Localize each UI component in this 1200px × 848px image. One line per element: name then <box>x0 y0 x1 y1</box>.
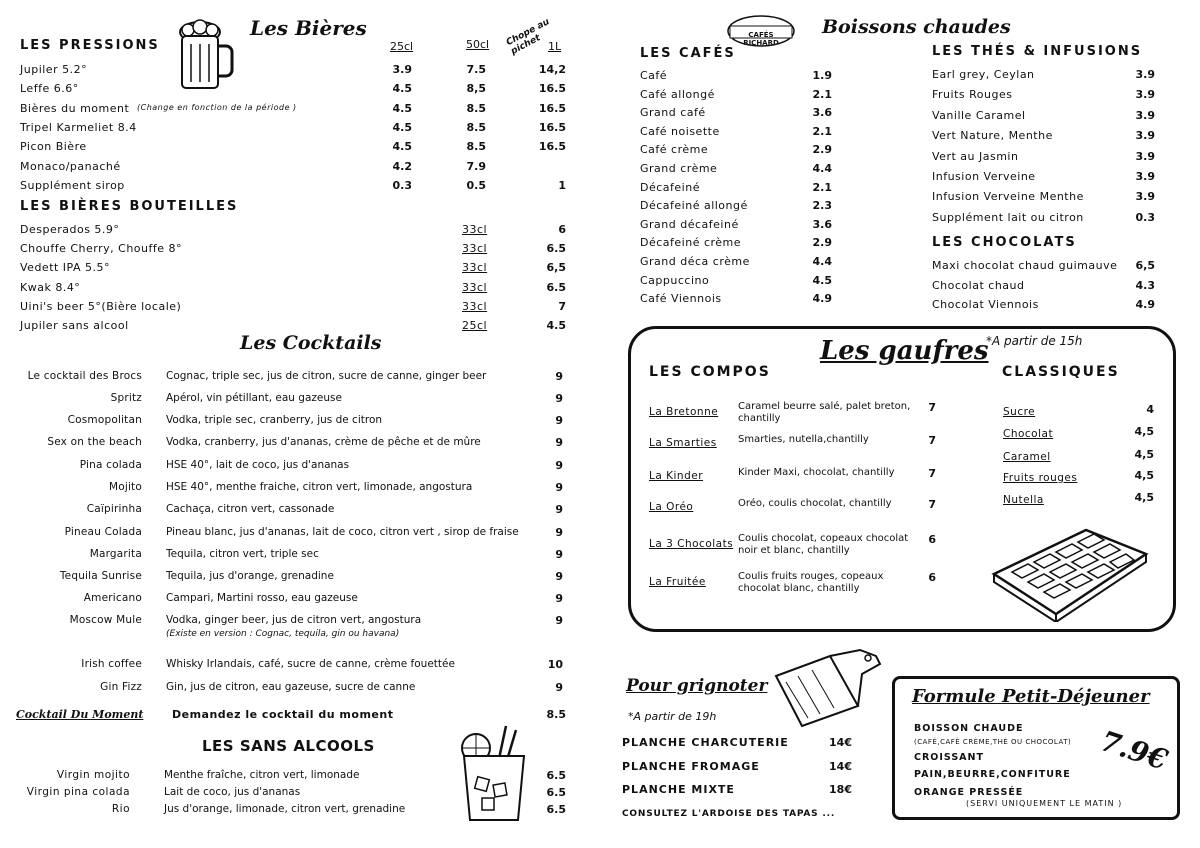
grignoter-title: Pour grignoter <box>626 676 768 696</box>
gaufres-note: *A partir de 15h <box>986 334 1083 348</box>
cocktail-price: 9 <box>555 681 563 694</box>
bouteille-price: 7 <box>558 299 566 313</box>
cafe-price: 3.6 <box>812 217 832 231</box>
pression-price-50cl: 0.5 <box>466 178 486 192</box>
pressions-title: LES PRESSIONS <box>20 38 160 53</box>
cafe-name: Grand crème <box>640 162 718 175</box>
cocktail-desc: Apérol, vin pétillant, eau gazeuse <box>166 392 342 404</box>
cocktail-desc: Tequila, citron vert, triple sec <box>166 548 319 560</box>
the-price: 3.9 <box>1135 129 1155 143</box>
cocktail-price: 9 <box>555 436 563 449</box>
pression-name: Tripel Karmeliet 8.4 <box>20 120 137 134</box>
cocktail-price: 9 <box>555 526 563 539</box>
the-price: 3.9 <box>1135 149 1155 163</box>
the-price: 3.9 <box>1135 170 1155 183</box>
pression-name: Monaco/panaché <box>20 159 121 173</box>
sans-alcools-title: LES SANS ALCOOLS <box>202 737 375 755</box>
cocktail-desc: Campari, Martini rosso, eau gazeuse <box>166 592 358 604</box>
pression-name: Leffe 6.6° <box>20 82 79 96</box>
pression-price-25cl: 0.3 <box>392 178 412 192</box>
grignoter-item-price: 14€ <box>829 759 852 773</box>
the-name: Vanille Caramel <box>932 108 1026 122</box>
compo-price: 7 <box>928 467 936 480</box>
classique-price: 4,5 <box>1134 448 1154 461</box>
pression-price-50cl: 7.9 <box>466 159 486 173</box>
cafe-price: 4.4 <box>812 162 832 175</box>
bouteille-price: 6 <box>558 223 566 236</box>
pression-price-1l: 1 <box>558 178 566 192</box>
cocktail-desc: Tequila, jus d'orange, grenadine <box>166 570 334 582</box>
cafe-price: 2.9 <box>812 236 832 250</box>
the-price: 3.9 <box>1135 190 1155 204</box>
the-price: 3.9 <box>1135 108 1155 122</box>
sans-alcool-name: Virgin pina colada <box>26 786 130 798</box>
compo-desc-line2: noir et blanc, chantilly <box>738 545 850 556</box>
cocktail-price: 9 <box>555 392 563 405</box>
cafe-name: Café crème <box>640 143 709 157</box>
cocktail-moment-desc: Demandez le cocktail du moment <box>172 708 394 721</box>
petit-dej-price: 7.9€ <box>1096 724 1172 777</box>
col-1l: 1L <box>548 40 562 53</box>
cocktail-desc: Vodka, cranberry, jus d'ananas, crème de pêche et de mûre <box>166 436 481 448</box>
the-name: Infusion Verveine Menthe <box>932 190 1084 204</box>
compo-desc-line2: chocolat blanc, chantilly <box>738 583 860 594</box>
sans-alcool-price: 6.5 <box>546 769 566 782</box>
pression-name: Picon Bière <box>20 140 87 154</box>
the-name: Fruits Rouges <box>932 88 1013 102</box>
classique-price: 4,5 <box>1134 425 1154 438</box>
cafe-price: 4.4 <box>812 255 832 268</box>
cocktail-price: 9 <box>555 414 563 427</box>
cocktail-desc: Gin, jus de citron, eau gazeuse, sucre de canne <box>166 681 416 693</box>
classique-name: Chocolat <box>1003 428 1054 440</box>
compo-price: 7 <box>928 434 936 447</box>
pression-price-50cl: 8,5 <box>466 82 486 96</box>
compo-desc: Kinder Maxi, chocolat, chantilly <box>738 467 895 478</box>
cocktail-price: 9 <box>555 481 563 494</box>
cafe-price: 2.9 <box>812 143 832 157</box>
cocktail-price: 9 <box>555 459 563 472</box>
cocktail-name: Cosmopolitan <box>67 414 142 426</box>
cocktail-price: 10 <box>547 658 563 671</box>
pression-price-25cl: 4.5 <box>392 82 412 96</box>
sans-alcool-desc: Jus d'orange, limonade, citron vert, grenadine <box>164 803 406 815</box>
compo-desc: Oréo, coulis chocolat, chantilly <box>738 498 892 509</box>
cafes-richard-logo-text: CAFÉS RICHARD <box>743 31 779 47</box>
grignoter-item-price: 18€ <box>829 783 852 796</box>
cafe-name: Grand café <box>640 106 706 120</box>
classique-price: 4,5 <box>1134 491 1154 504</box>
cafe-price: 2.1 <box>812 180 832 194</box>
chocolat-price: 4.9 <box>1135 298 1155 311</box>
petit-dej-line5: (SERVI UNIQUEMENT LE MATIN ) <box>966 799 1123 808</box>
bouteille-price: 6.5 <box>546 242 566 256</box>
cocktail-name: Americano <box>83 592 142 604</box>
classiques-title: CLASSIQUES <box>1002 364 1120 380</box>
the-price: 0.3 <box>1135 210 1155 224</box>
thes-title: LES THÉS & INFUSIONS <box>932 44 1143 59</box>
cocktail-name: Moscow Mule <box>69 614 142 626</box>
cocktail-name: Pina colada <box>79 459 142 471</box>
cocktail-moment-price: 8.5 <box>546 708 566 721</box>
sans-alcool-price: 6.5 <box>546 786 566 799</box>
pression-price-25cl: 4.5 <box>392 140 412 154</box>
the-name: Supplément lait ou citron <box>932 210 1084 224</box>
sans-alcool-price: 6.5 <box>546 803 566 816</box>
pression-price-25cl: 4.2 <box>392 159 412 173</box>
bouteille-price: 4.5 <box>546 319 566 332</box>
pression-price-25cl: 4.5 <box>392 120 412 134</box>
compo-price: 6 <box>928 571 936 584</box>
compo-desc: Smarties, nutella,chantilly <box>738 434 869 445</box>
cafe-name: Café <box>640 69 668 82</box>
petit-dej-line1-sub: (CAFÉ,CAFÉ CRÈME,THÉ OU CHOCOLAT) <box>914 738 1072 746</box>
bouteille-size: 33cl <box>462 261 488 275</box>
bouteille-name: Kwak 8.4° <box>20 280 81 294</box>
cocktail-desc: Cachaça, citron vert, cassonade <box>166 503 335 515</box>
bouteille-size: 33cl <box>462 223 488 236</box>
cafe-price: 3.6 <box>812 106 832 120</box>
compo-name: La 3 Chocolats <box>649 538 734 550</box>
cocktail-name: Pineau Colada <box>64 526 142 538</box>
cocktail-name: Le cocktail des Brocs <box>27 370 142 382</box>
sans-alcool-name: Rio <box>111 803 130 815</box>
petit-dej-line1: BOISSON CHAUDE <box>914 723 1024 734</box>
compo-price: 6 <box>928 533 936 546</box>
cocktails-title: Les Cocktails <box>240 332 382 354</box>
col-25cl: 25cl <box>390 40 414 53</box>
pression-price-50cl: 8.5 <box>466 101 486 115</box>
bouteille-name: Uini's beer 5°(Bière locale) <box>20 299 182 313</box>
bouteilles-title: LES BIÈRES BOUTEILLES <box>20 199 239 214</box>
petit-dej-line2: CROISSANT <box>914 752 984 763</box>
compo-name: La Oréo <box>649 501 694 513</box>
pression-price-1l: 16.5 <box>538 101 566 115</box>
compo-price: 7 <box>928 401 936 414</box>
bouteille-name: Vedett IPA 5.5° <box>20 261 110 275</box>
cocktail-desc: Pineau blanc, jus d'ananas, lait de coco, citron vert , sirop de fraise <box>166 526 519 538</box>
bouteille-price: 6,5 <box>546 261 566 275</box>
cafe-name: Décafeiné <box>640 180 700 194</box>
cocktail-price: 9 <box>555 592 563 605</box>
cocktail-name: Margarita <box>89 548 142 560</box>
sans-alcool-desc: Lait de coco, jus d'ananas <box>164 786 301 798</box>
pression-price-1l: 16.5 <box>538 120 566 134</box>
the-price: 3.9 <box>1135 88 1155 102</box>
cocktail-name: Sex on the beach <box>47 436 142 448</box>
compo-name: La Smarties <box>649 437 717 449</box>
beer-mug-icon <box>176 18 234 92</box>
bouteille-price: 6.5 <box>546 280 566 294</box>
cafe-name: Café Viennois <box>640 292 722 306</box>
cocktail-desc: Whisky Irlandais, café, sucre de canne, crème fouettée <box>166 658 455 670</box>
pression-price-1l: 16.5 <box>538 140 566 154</box>
cafe-name: Café noisette <box>640 124 720 138</box>
grignoter-item-name: PLANCHE FROMAGE <box>622 759 760 773</box>
cocktail-name: Gin Fizz <box>100 681 142 693</box>
pression-name: Jupiler 5.2° <box>20 63 88 76</box>
cocktail-moment-label: Cocktail Du Moment <box>16 708 144 721</box>
grignoter-footer: CONSULTEZ L'ARDOISE DES TAPAS ... <box>622 809 836 819</box>
the-name: Vert Nature, Menthe <box>932 129 1053 143</box>
bouteille-size: 33cl <box>462 280 488 294</box>
waffle-icon <box>990 518 1150 622</box>
cocktail-desc: Vodka, ginger beer, jus de citron vert, angostura <box>166 614 422 626</box>
bouteille-size: 33cl <box>462 242 488 256</box>
pression-price-1l: 14,2 <box>538 63 566 76</box>
cafe-name: Grand décafeiné <box>640 217 739 231</box>
cafe-name: Cappuccino <box>640 273 710 287</box>
petit-dej-line4: ORANGE PRESSÉE <box>914 787 1024 798</box>
the-price: 3.9 <box>1135 68 1155 81</box>
classique-name: Fruits rouges <box>1003 472 1078 484</box>
chocolat-name: Chocolat Viennois <box>932 298 1039 311</box>
cafes-title: LES CAFÉS <box>640 46 736 61</box>
grignoter-item-name: PLANCHE CHARCUTERIE <box>622 736 789 749</box>
compo-name: La Fruitée <box>649 576 706 588</box>
cocktail-desc: HSE 40°, menthe fraiche, citron vert, limonade, angostura <box>166 481 473 493</box>
cocktail-desc: HSE 40°, lait de coco, jus d'ananas <box>166 459 350 471</box>
cocktail-price: 9 <box>555 548 563 561</box>
cocktail-name: Tequila Sunrise <box>59 570 142 582</box>
petit-dej-line3: PAIN,BEURRE,CONFITURE <box>914 769 1071 780</box>
cafe-price: 2.1 <box>812 124 832 138</box>
cocktail-price: 9 <box>555 503 563 516</box>
pression-price-25cl: 3.9 <box>392 63 412 76</box>
pression-price-1l: 16.5 <box>538 82 566 96</box>
classique-name: Nutella <box>1003 494 1044 506</box>
pression-note: (Change en fonction de la période ) <box>137 102 297 112</box>
sans-alcool-desc: Menthe fraîche, citron vert, limonade <box>164 769 360 781</box>
pression-price-50cl: 7.5 <box>466 63 486 76</box>
cafe-name: Décafeiné crème <box>640 236 742 250</box>
classique-price: 4 <box>1146 403 1154 416</box>
bouteille-name: Chouffe Cherry, Chouffe 8° <box>20 242 182 256</box>
pression-price-50cl: 8.5 <box>466 140 486 154</box>
compo-price: 7 <box>928 498 936 511</box>
pression-price-25cl: 4.5 <box>392 101 412 115</box>
cocktail-desc: Cognac, triple sec, jus de citron, sucre de canne, ginger beer <box>166 370 487 382</box>
cocktail-name: Caïpirinha <box>86 503 142 515</box>
petit-dej-title: Formule Petit-Déjeuner <box>912 686 1150 707</box>
compo-name: La Bretonne <box>649 406 719 418</box>
classique-price: 4,5 <box>1134 469 1154 482</box>
compo-desc: Caramel beurre salé, palet breton, <box>738 401 911 412</box>
compo-desc: Coulis chocolat, copeaux chocolat <box>738 533 909 544</box>
cafe-price: 2.1 <box>812 87 832 101</box>
pression-price-50cl: 8.5 <box>466 120 486 134</box>
pression-name: Bières du moment <box>20 101 130 115</box>
cocktail-name: Spritz <box>110 392 142 404</box>
classique-name: Sucre <box>1003 406 1036 418</box>
cafe-price: 1.9 <box>812 69 832 82</box>
cutting-board-icon <box>772 646 884 728</box>
pression-name: Supplément sirop <box>20 178 125 192</box>
chocolats-title: LES CHOCOLATS <box>932 235 1077 250</box>
grignoter-item-price: 14€ <box>829 736 852 749</box>
chocolat-price: 4.3 <box>1135 278 1155 292</box>
cocktail-desc: Vodka, triple sec, cranberry, jus de citron <box>166 414 383 426</box>
bouteille-name: Desperados 5.9° <box>20 223 120 236</box>
compo-desc: Coulis fruits rouges, copeaux <box>738 571 884 582</box>
the-name: Earl grey, Ceylan <box>932 68 1035 81</box>
sans-alcool-name: Virgin mojito <box>56 769 130 781</box>
cafe-name: Café allongé <box>640 87 715 101</box>
grignoter-note: *A partir de 19h <box>628 710 717 723</box>
cafe-price: 4.9 <box>812 292 832 306</box>
cocktail-price: 9 <box>555 614 563 627</box>
hot-title: Boissons chaudes <box>822 16 1011 38</box>
cocktail-desc-note: (Existe en version : Cognac, tequila, gin ou havana) <box>166 629 400 639</box>
cocktail-price: 9 <box>555 370 563 383</box>
bouteille-size: 25cl <box>462 319 488 332</box>
the-name: Infusion Verveine <box>932 170 1036 183</box>
classique-name: Caramel <box>1003 451 1051 463</box>
bouteille-name: Jupiler sans alcool <box>20 319 129 332</box>
bouteille-size: 33cl <box>462 299 488 313</box>
chocolat-name: Chocolat chaud <box>932 278 1025 292</box>
cocktail-price: 9 <box>555 570 563 583</box>
compos-title: LES COMPOS <box>649 364 771 380</box>
col-pichet-label: Chope au pichet <box>504 17 552 57</box>
chocolat-price: 6,5 <box>1135 259 1155 272</box>
gaufres-title: Les gaufres <box>820 336 989 366</box>
compo-desc-line2: chantilly <box>738 413 781 424</box>
chocolat-name: Maxi chocolat chaud guimauve <box>932 259 1118 272</box>
cocktail-name: Irish coffee <box>81 658 142 670</box>
cocktail-name: Mojito <box>108 481 142 493</box>
beers-title: Les Bières <box>250 16 367 40</box>
col-50cl: 50cl <box>466 38 490 51</box>
cafe-price: 4.5 <box>812 273 832 287</box>
cafe-price: 2.3 <box>812 199 832 213</box>
cafe-name: Décafeiné allongé <box>640 199 748 213</box>
compo-name: La Kinder <box>649 470 704 482</box>
the-name: Vert au Jasmin <box>932 149 1019 163</box>
grignoter-item-name: PLANCHE MIXTE <box>622 783 735 796</box>
cafe-name: Grand déca crème <box>640 255 750 268</box>
